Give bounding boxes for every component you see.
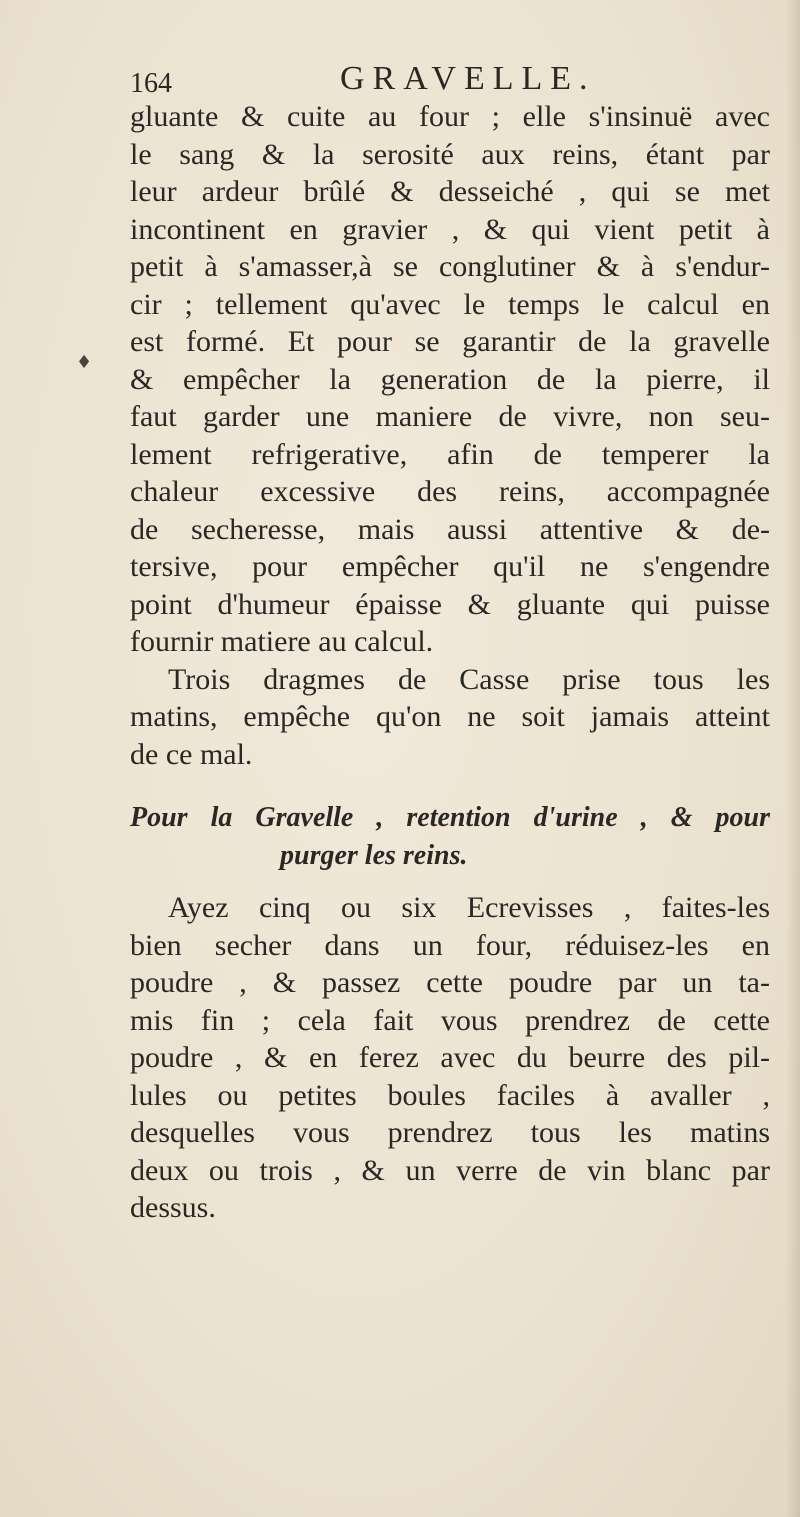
paragraph-2 bbox=[130, 661, 770, 774]
text-line: gluante & cuite au four ; elle s'insinuë avec bbox=[130, 100, 770, 133]
text-line: leur ardeur brûlé & desseiché , qui se met bbox=[130, 175, 770, 208]
text-line: cir ; tellement qu'avec le temps le calcul en bbox=[130, 287, 770, 321]
text-line: de ce mal. bbox=[130, 737, 253, 771]
text-line: mis fin ; cela fait vous prendrez de cette bbox=[130, 1003, 770, 1037]
text-line: incontinent en gravier , & qui vient petit à bbox=[130, 212, 770, 246]
text-line: chaleur excessive des reins, accompagnée bbox=[130, 475, 770, 508]
text-line: Ayez cinq ou six Ecrevisses , faites-les bbox=[168, 891, 770, 924]
marginal-mark: ♦ bbox=[76, 352, 93, 373]
text-line: point d'humeur épaisse & gluante qui puisse bbox=[130, 587, 770, 621]
text-line: faut garder une maniere de vivre, non seu- bbox=[130, 400, 770, 433]
text-line: Trois dragmes de Casse prise tous les bbox=[168, 662, 770, 696]
section-heading-line-1: Pour la Gravelle , retention d'urine , & pour bbox=[130, 802, 770, 833]
page-number: 164 bbox=[130, 68, 172, 99]
text-line: le sang & la serosité aux reins, étant par bbox=[130, 137, 770, 171]
section-heading bbox=[130, 799, 770, 875]
text-line: desquelles vous prendrez tous les matins bbox=[130, 1116, 770, 1149]
paragraph-3 bbox=[130, 889, 770, 1227]
page-header bbox=[130, 60, 730, 100]
text-line: bien secher dans un four, réduisez-les en bbox=[130, 928, 770, 962]
text-line: matins, empêche qu'on ne soit jamais atteint bbox=[130, 700, 770, 733]
section-heading-line-2: purger les reins. bbox=[280, 840, 468, 871]
text-line: deux ou trois , & un verre de vin blanc par bbox=[130, 1153, 770, 1187]
text-line: petit à s'amasser,à se conglutiner & à s'endur- bbox=[130, 250, 770, 283]
text-line: poudre , & passez cette poudre par un ta- bbox=[130, 966, 770, 999]
text-line: dessus. bbox=[130, 1191, 216, 1224]
text-line: est formé. Et pour se garantir de la gravelle bbox=[130, 325, 770, 358]
text-line: fournir matiere au calcul. bbox=[130, 625, 434, 658]
text-line: de secheresse, mais aussi attentive & de- bbox=[130, 512, 770, 546]
text-line: lules ou petites boules faciles à avaller , bbox=[130, 1078, 770, 1112]
text-line: poudre , & en ferez avec du beurre des pil- bbox=[130, 1041, 770, 1074]
paragraph-1 bbox=[130, 98, 770, 661]
page-edge-shadow bbox=[786, 0, 800, 1517]
text-line: tersive, pour empêcher qu'il ne s'engendre bbox=[130, 550, 770, 583]
running-head: GRAVELLE. bbox=[340, 60, 596, 97]
text-line: lement refrigerative, afin de temperer la bbox=[130, 437, 770, 471]
text-line: & empêcher la generation de la pierre, il bbox=[130, 362, 770, 396]
body-text bbox=[130, 98, 770, 1227]
